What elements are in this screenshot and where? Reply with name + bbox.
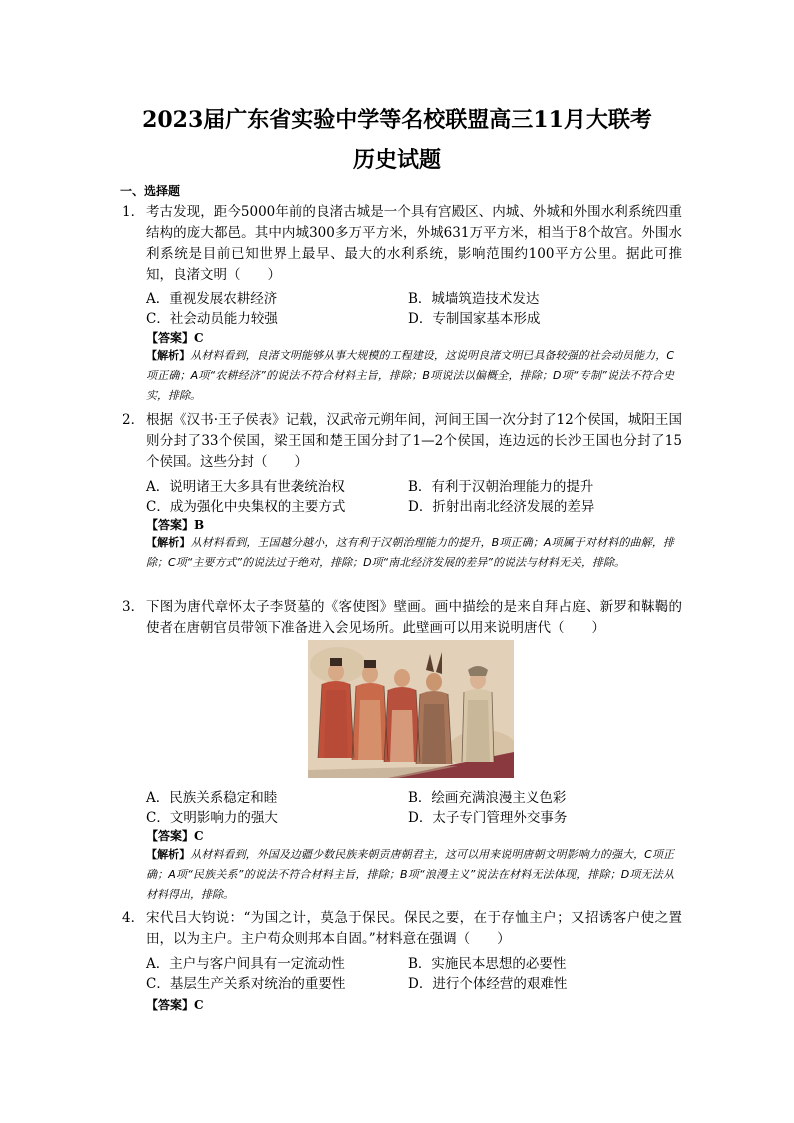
explanation: [146, 533, 674, 573]
question-number: 1．: [122, 204, 145, 220]
section-heading: 一、选择题: [120, 184, 181, 198]
option-c: C．基层生产关系对统治的重要性: [146, 976, 346, 992]
exam-title: 2023届广东省实验中学等名校联盟高三11月大联考: [142, 107, 652, 133]
exam-subtitle: 历史试题: [352, 147, 441, 173]
answer-value: B: [194, 518, 205, 532]
option-d: D．进行个体经营的艰难性: [408, 976, 568, 992]
option-d: D．专制国家基本形成: [408, 311, 541, 327]
answer-tag: 【答案】: [146, 998, 195, 1012]
question-number: 2．: [122, 412, 145, 428]
question-3: [122, 597, 682, 639]
question-stem: 根据《汉书·王子侯表》记载，汉武帝元朔年间，河间王国一次分封了12个侯国，城阳王国则分封了33个侯国，梁王国和楚王国分封了1—2个侯国，连边远的长沙王国也分封了15个侯国。这些分封（ ）: [146, 412, 682, 470]
question-stem: 宋代吕大钧说：“为国之计，莫急于保民。保民之要，在于存恤主户；又招诱客户使之置田，以为主户。主户苟众则邦本自固。”材料意在强调（ ）: [146, 910, 682, 947]
mural-painting: [308, 640, 514, 778]
answer-tag: 【答案】: [146, 331, 195, 345]
explanation-tag: 【解析】: [146, 848, 191, 861]
explanation-text: 从材料看到，王国越分越小，这有利于汉朝治理能力的提升，B项正确；A项属于对材料的曲解，排除；C项“主要方式”的说法过于绝对，排除；D项“南北经济发展的差异”的说法与材料无关，排除。: [146, 536, 674, 569]
option-a: A．主户与客户间具有一定流动性: [146, 956, 345, 972]
envoy-mural-image: [308, 640, 514, 778]
answer-tag: 【答案】: [146, 518, 195, 532]
option-c: C．文明影响力的强大: [146, 810, 278, 826]
option-b: B．绘画充满浪漫主义色彩: [408, 790, 567, 806]
option-a: A．民族关系稳定和睦: [146, 790, 278, 806]
question-4: [122, 908, 682, 950]
answer-tag: 【答案】: [146, 829, 195, 843]
option-c: C．成为强化中央集权的主要方式: [146, 499, 346, 515]
answer-value: C: [194, 829, 204, 843]
answer-line: [146, 996, 204, 1013]
option-b: B．有利于汉朝治理能力的提升: [408, 479, 594, 495]
option-d: D．折射出南北经济发展的差异: [408, 499, 595, 515]
explanation-tag: 【解析】: [146, 349, 191, 362]
question-2: [122, 410, 682, 473]
question-number: 3．: [122, 599, 145, 615]
question-1: [122, 202, 682, 286]
explanation-text: 从材料看到，外国及边疆少数民族来朝贡唐朝君主，这可以用来说明唐朝文明影响力的强大，C项正确；A项“民族关系”的说法不符合材料主旨，排除；B项“浪漫主义”说法在材料无法体现，排除；D项无法从材料得出，排除。: [146, 848, 675, 901]
explanation: [146, 346, 674, 406]
option-b: B．实施民本思想的必要性: [408, 956, 567, 972]
answer-line: [146, 516, 204, 533]
option-c: C．社会动员能力较强: [146, 311, 278, 327]
option-a: A．重视发展农耕经济: [146, 291, 278, 307]
answer-line: [146, 329, 204, 346]
explanation-text: 从材料看到，良渚文明能够从事大规模的工程建设，这说明良渚文明已具备较强的社会动员能力，C项正确；A项“农耕经济”的说法不符合材料主旨，排除；B项说法以偏概全，排除；D项“专制”说法不符合史实，排除。: [146, 349, 675, 402]
answer-value: C: [194, 331, 204, 345]
question-stem: 考古发现，距今5000年前的良渚古城是一个具有宫殿区、内城、外城和外围水利系统四重结构的庞大都邑。其中内城300多万平方米，外城631万平方米，相当于8个故宫。外围水利系统是目前已知世界上最早、最大的水利系统，影响范围约100平方公里。据此可推知，良渚文明（ ）: [146, 204, 682, 283]
question-stem: 下图为唐代章怀太子李贤墓的《客使图》壁画。画中描绘的是来自拜占庭、新罗和靺鞨的使者在唐朝官员带领下准备进入会见场所。此壁画可以用来说明唐代（ ）: [146, 599, 682, 636]
explanation: [146, 845, 674, 905]
option-d: D．太子专门管理外交事务: [408, 810, 568, 826]
question-number: 4．: [122, 910, 145, 926]
explanation-tag: 【解析】: [146, 536, 191, 549]
option-b: B．城墙筑造技术发达: [408, 291, 540, 307]
option-a: A．说明诸王大多具有世袭统治权: [146, 479, 345, 495]
answer-line: [146, 827, 204, 844]
answer-value: C: [194, 998, 204, 1012]
